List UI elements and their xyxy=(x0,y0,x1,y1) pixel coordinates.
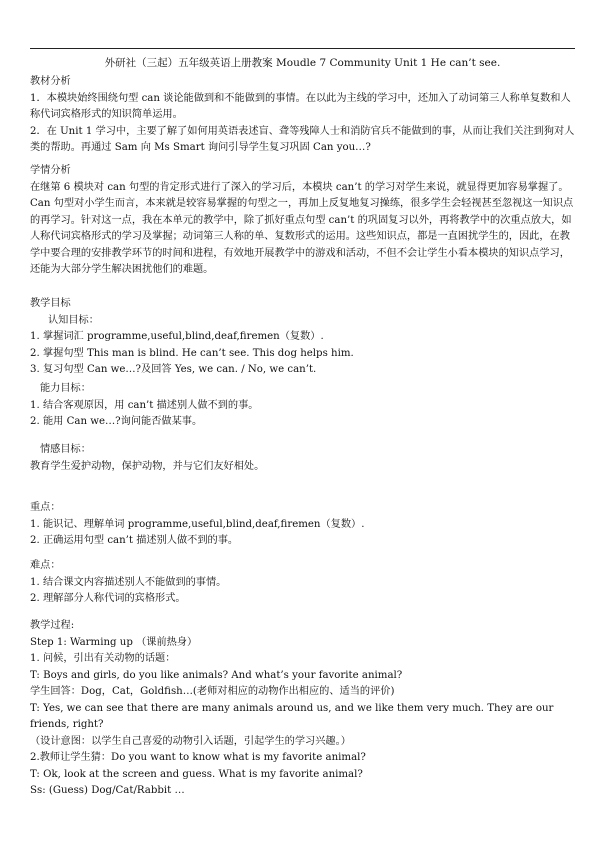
process-line: （设计意图：以学生自己喜爱的动物引入话题，引起学生的学习兴趣。） xyxy=(30,735,351,747)
process-line: T: Boys and girls, do you like animals? And what’s your favorite animal? xyxy=(30,669,403,681)
section-heading: 难点： xyxy=(30,560,61,571)
process-line: 1. 问候，引出有关动物的话题： xyxy=(30,653,176,664)
process-line: T: Yes, we can see that there are many animals around us, and we like them very much. They are our friends, right? xyxy=(30,702,554,730)
section-student-analysis xyxy=(30,163,575,279)
list-item: 1. 掌握词汇 programme,useful,blind,deaf,firemen（复数）. xyxy=(30,331,324,342)
page-title: 外研社（三起）五年级英语上册教案 Moudle 7 Community Unit 1 He can’t see. xyxy=(104,57,501,69)
process-line: 学生回答：Dog，Cat，Goldfish…(老师对相应的动物作出相应的、适当的评价) xyxy=(30,686,395,697)
list-item: 1. 能识记、理解单词 programme,useful,blind,deaf,firemen（复数）. xyxy=(30,518,365,530)
list-item: 2. 正确运用句型 can’t 描述别人做不到的事。 xyxy=(30,535,239,546)
process-line: T: Ok, look at the screen and guess. What is my favorite animal? xyxy=(30,768,363,780)
paragraph: 教育学生爱护动物，保护动物，并与它们友好相处。 xyxy=(30,460,265,472)
list-item: 2. 能用 Can we…?询问能否做某事。 xyxy=(30,416,203,427)
section-heading: 教学过程: xyxy=(30,620,75,631)
section-heading: 教材分析 xyxy=(30,76,71,87)
section-textbook-analysis xyxy=(30,74,575,157)
section-ability-goals xyxy=(30,381,575,431)
subheading: 情感目标： xyxy=(40,444,91,455)
list-item: 1. 结合课文内容描述别人不能做到的事情。 xyxy=(30,576,227,588)
process-line: 2.教师让学生猜：Do you want to know what is my favorite animal? xyxy=(30,752,366,763)
header-rule xyxy=(30,48,575,49)
process-line: Ss: (Guess) Dog/Cat/Rabbit … xyxy=(30,785,185,796)
section-key-points xyxy=(30,500,575,550)
list-item: 2. 掌握句型 This man is blind. He can’t see. This dog helps him. xyxy=(30,347,354,359)
subheading: 能力目标： xyxy=(40,383,91,394)
list-item: 1. 结合客观原因，用 can’t 描述别人做不到的事。 xyxy=(30,399,259,411)
paragraph: 在继第 6 模块对 can 句型的肯定形式进行了深入的学习后，本模块 can’t 的学习对学生来说，就显得更加容易掌握了。Can 句型对小学生而言，本来就是较容易掌握的句型之一，再加上反复地复习操练，很多学生会轻视甚至忽视这一知识点的再学习。针对这一点，我在本单元的教学中，除了抓好重点句型 can’t 的巩固复习以外，再将教学中的次重点放大，如人称代词宾格形式的学习及掌握；动词第三人称的单、复数形式的运用。这些知识点，都是一直困扰学生的，因此，在教学中要合理的安排教学环节的时间和进程，有效地开展教学中的游戏和活动，不但不会让学生小看本模块的知识点学习，还能为大部分学生解决困扰他们的难题。 xyxy=(30,181,574,275)
list-item: 3. 复习句型 Can we…?及回答 Yes, we can. / No, we can’t. xyxy=(30,364,317,375)
section-heading: 重点： xyxy=(30,502,61,513)
step-heading: Step 1: Warming up （课前热身） xyxy=(30,636,198,648)
section-teaching-goals xyxy=(30,296,575,379)
subheading: 认知目标： xyxy=(48,314,99,326)
section-heading: 学情分析 xyxy=(30,165,71,176)
section-teaching-process xyxy=(30,618,575,800)
paragraph: 2．在 Unit 1 学习中，主要了解了如何用英语表述盲、聋等残障人士和消防官兵不能做到的事，从而让我们关注到狗对人类的帮助。再通过 Sam 向 Ms Smart 询问引导学生复习巩固 Can you…? xyxy=(30,125,575,153)
section-heading: 教学目标 xyxy=(30,298,71,309)
paragraph: 1．本模块始终围绕句型 can 谈论能做到和不能做到的事情。在以此为主线的学习中，还加入了动词第三人称单复数和人称代词宾格形式的知识简单运用。 xyxy=(30,92,571,120)
list-item: 2. 理解部分人称代词的宾格形式。 xyxy=(30,593,186,604)
section-emotion-goals xyxy=(30,442,575,475)
section-difficulties xyxy=(30,558,575,608)
